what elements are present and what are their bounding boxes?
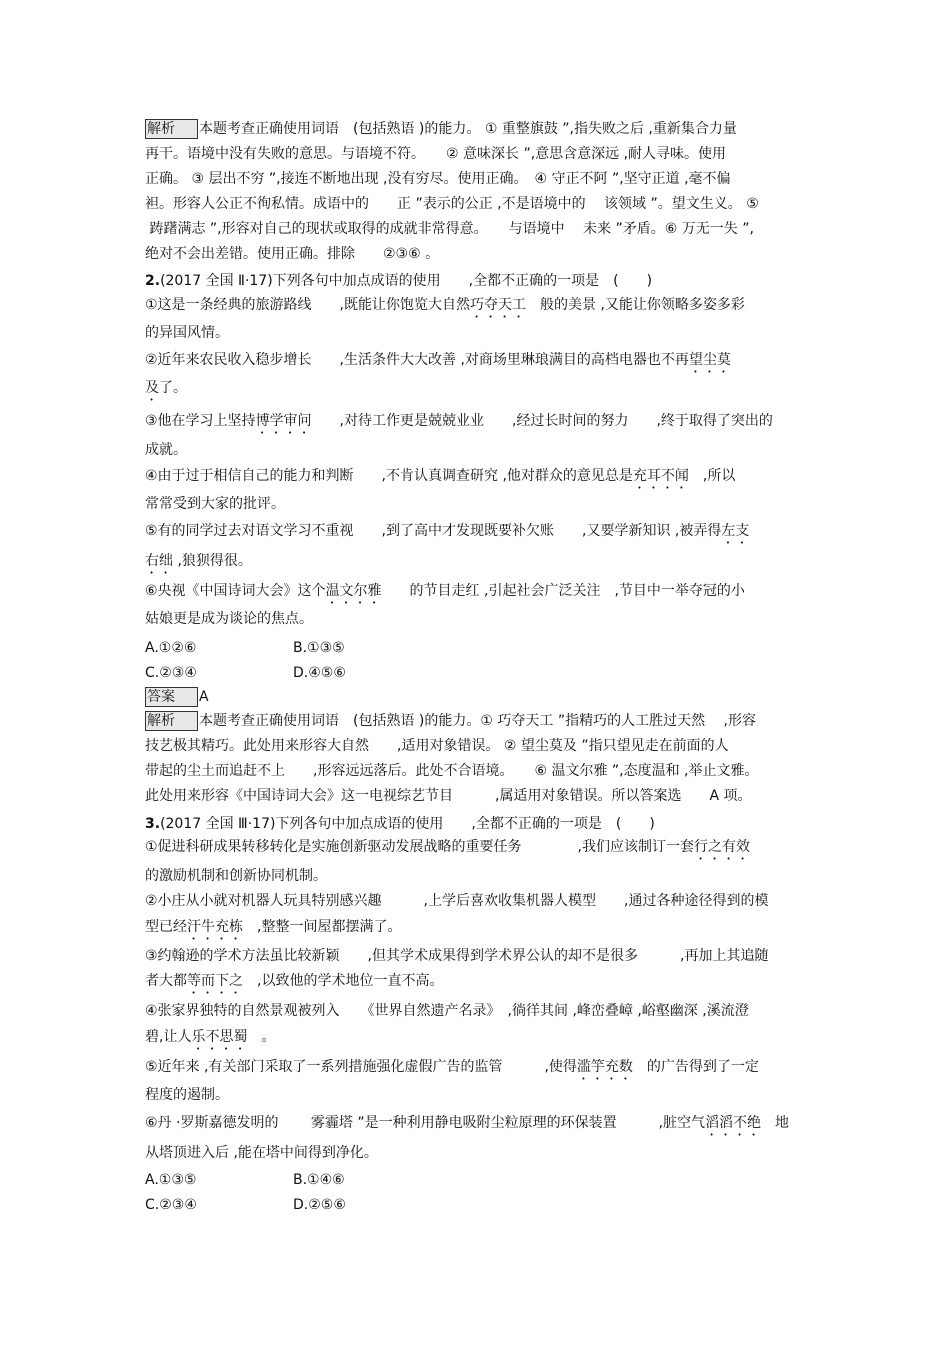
sentence-line: 及了。: [145, 380, 187, 396]
option-c: C.②③④: [145, 665, 197, 681]
answer-line: [145, 687, 209, 707]
sentence-line: ⑤近年来 ,有关部门采取了一系列措施强化虚假广告的监管 ,使得滥竽充数 的广告得到了一定: [145, 1059, 759, 1075]
analysis-line: 解析 本题考查正确使用词语 (包括熟语 )的能力。 ① 重整旗鼓 ”,指失败之后 ,重新集合力量: [147, 121, 737, 137]
analysis-line: 解析 本题考查正确使用词语 (包括熟语 )的能力。① 巧夺天工 ”指精巧的人工胜过天然 ,形容: [147, 713, 756, 729]
sentence-line: 从塔顶进入后 ,能在塔中间得到净化。: [145, 1145, 378, 1161]
option-b: B.①③⑤: [293, 640, 345, 656]
analysis-line: 此处用来形容《中国诗词大会》这一电视综艺节目 ,属适用对象错误。所以答案选 A 项。: [145, 788, 752, 804]
dotted-idiom: 汗牛充栋: [187, 919, 243, 935]
dotted-idiom: 望尘莫: [688, 352, 731, 368]
answer-value: A: [199, 689, 209, 705]
sentence-line: 的激励机制和创新协同机制。: [145, 868, 327, 884]
analysis-tag: 解析: [145, 711, 198, 731]
dotted-idiom: 博学审问: [255, 413, 312, 429]
sentence-line: ②近年来农民收入稳步增长 ,生活条件大大改善 ,对商场里琳琅满目的高档电器也不再望尘莫: [145, 352, 731, 368]
dotted-idiom: 充耳不闻: [632, 468, 689, 484]
question-number: 2.: [145, 273, 161, 289]
question-stem: 2.(2017 全国 Ⅱ·17)下列各句中加点成语的使用 ,全都不正确的一项是 ( ): [145, 273, 653, 289]
sentence-line: 程度的遏制。: [145, 1087, 229, 1103]
sentence-line: ③约翰逊的学术方法虽比较新颖 ,但其学术成果得到学术界公认的却不是很多 ,再加上其追随: [145, 948, 769, 964]
sentence-line: ②小庄从小就对机器人玩具特别感兴趣 ,上学后喜欢收集机器人模型 ,通过各种途径得到的模: [145, 893, 769, 909]
sentence-line: 姑娘更是成为谈论的焦点。: [145, 611, 313, 627]
sentence-line: 型已经汗牛充栋 ,整整一间屋都摆满了。: [145, 919, 402, 935]
dotted-idiom: 行之有效: [694, 839, 750, 855]
question-stem: 3.(2017 全国 Ⅲ·17)下列各句中加点成语的使用 ,全都不正确的一项是 ( ): [145, 816, 655, 832]
dotted-idiom: 滥竽充数: [576, 1059, 633, 1075]
sentence-line: 常常受到大家的批评。: [145, 496, 285, 512]
analysis-tag: 解析: [145, 119, 198, 139]
dotted-idiom: 巧夺天工: [470, 297, 526, 313]
option-a: A.①③⑤: [145, 1172, 197, 1188]
analysis-line: 技艺极其精巧。此处用来形容大自然 ,适用对象错误。 ② 望尘莫及 ”指只望见走在前面的人: [145, 738, 729, 754]
sentence-line: ①这是一条经典的旅游路线 ,既能让你饱览大自然巧夺天工 般的美景 ,又能让你领略多姿多彩: [145, 297, 745, 313]
sentence-line: 者大都等而下之 ,以致他的学术地位一直不高。: [145, 973, 444, 989]
dotted-idiom: 左支: [721, 523, 750, 539]
sentence-line: ③他在学习上坚持博学审问 ,对待工作更是兢兢业业 ,经过长时间的努力 ,终于取得了突出的: [145, 413, 773, 429]
sentence-line: 碧,让人乐不思蜀 。: [145, 1029, 276, 1045]
option-d: D.②⑤⑥: [293, 1197, 346, 1213]
analysis-line: 带起的尘土而追赶不上 ,形容远远落后。此处不合语境。 ⑥ 温文尔雅 ”,态度温和 ,举止文雅。: [145, 763, 759, 779]
option-b: B.①④⑥: [293, 1172, 345, 1188]
analysis-line: 正确。 ③ 层出不穷 ”,接连不断地出现 ,没有穷尽。使用正确。 ④ 守正不阿 ”,坚守正道 ,毫不偏: [145, 171, 731, 187]
dotted-idiom: 温文尔雅: [325, 583, 382, 599]
analysis-line: 踌躇满志 ”,形容对自己的现状或取得的成就非常得意。 与语境中 未来 ”矛盾。⑥ 万无一失 ”,: [145, 221, 754, 237]
analysis-line: 绝对不会出差错。使用正确。排除 ②③⑥ 。: [145, 246, 440, 262]
question-number: 3.: [145, 816, 161, 832]
option-a: A.①②⑥: [145, 640, 197, 656]
sentence-line: 成就。: [145, 442, 187, 458]
sentence-line: 右绌 ,狼狈得很。: [145, 553, 252, 569]
sentence-line: ①促进科研成果转移转化是实施创新驱动发展战略的重要任务 ,我们应该制订一套行之有效: [145, 839, 750, 855]
sentence-line: 的异国风情。: [145, 325, 229, 341]
answer-tag: 答案: [145, 687, 198, 707]
dotted-idiom: 乐不思蜀: [191, 1029, 248, 1045]
sentence-line: ⑤有的同学过去对语文学习不重视 ,到了高中才发现既要补欠账 ,又要学新知识 ,被弄得左支: [145, 523, 750, 539]
analysis-line: 再干。语境中没有失败的意思。与语境不符。 ② 意味深长 ”,意思含意深远 ,耐人寻味。使用: [145, 146, 727, 162]
sentence-line: ⑥央视《中国诗词大会》这个温文尔雅 的节目走红 ,引起社会广泛关注 ,节目中一举夺冠的小: [145, 583, 745, 599]
option-d: D.④⑤⑥: [293, 665, 346, 681]
sentence-line: ④由于过于相信自己的能力和判断 ,不肯认真调查研究 ,他对群众的意见总是充耳不闻 ,所以: [145, 468, 736, 484]
analysis-line: 袒。形容人公正不徇私情。成语中的 正 ”表示的公正 ,不是语境中的 该领域 ”。望文生义。 ⑤: [145, 196, 759, 212]
option-c: C.②③④: [145, 1197, 197, 1213]
sentence-line: ⑥丹 ·罗斯嘉德发明的 雾霾塔 ”是一种利用静电吸附尘粒原理的环保装置 ,脏空气滔滔不绝 地: [145, 1115, 790, 1131]
dotted-idiom: 滔滔不绝: [705, 1115, 762, 1131]
dotted-idiom: 及: [145, 380, 159, 396]
dotted-idiom: 右绌: [145, 553, 173, 569]
dotted-idiom: 等而下之: [187, 973, 243, 989]
sentence-line: ④张家界独特的自然景观被列入 《世界自然遗产名录》 ,徜徉其间 ,峰峦叠嶂 ,峪壑幽深 ,溪流澄: [145, 1003, 749, 1019]
